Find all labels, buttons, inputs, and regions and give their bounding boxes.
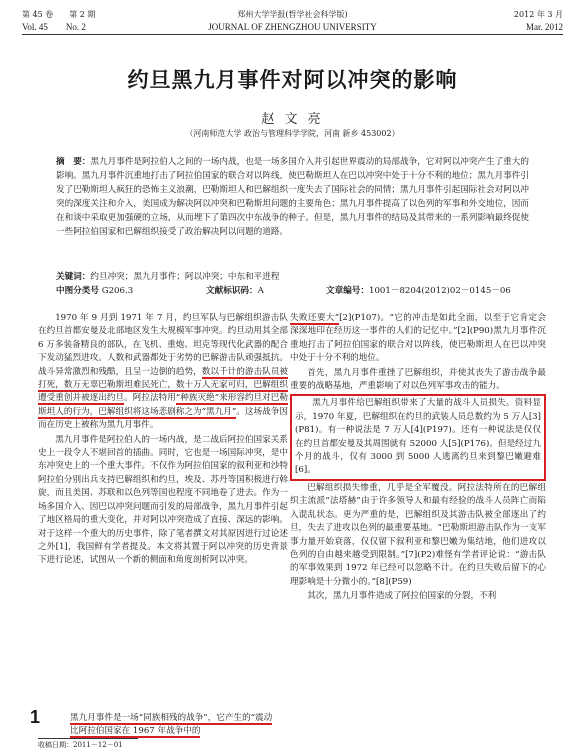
body-paragraph: 首先，黑九月事件重挫了巴解组织，并使其丧失了游击战争最重要的战略基地，严重影响了对以色列军事攻击的能力。 (290, 367, 546, 392)
keywords (56, 271, 529, 284)
section-number: 1 (30, 707, 41, 727)
footnote-rule (38, 738, 138, 739)
author-affiliation: （河南师范大学 政治与管理科学学院，河南 新乡 453002） (185, 129, 400, 138)
body-paragraph: 巴解组织损失惨重，几乎是全军覆没。阿拉法特所在的巴解组织主流派“法塔赫”由于许多领导人和最有经验的战斗人员阵亡而陷入混乱状态。更为严重的是，巴解组织及其游击队被全部逐出了约旦，失去了进攻以色列的最重要基地。“巴勒斯坦游击队作为一支军事力量开始衰落，仅仅留下叙利亚和黎巴嫩为集结地，他们进攻以色列的自由越来越受到限制。”[7](P2)难怪有学者评论说：“游击队的军事效果到 1972 年已经可以忽略不计。在约旦失败后留下的心理影响是十分微小的。”[8](P59) (290, 482, 546, 587)
paragraph-text: 。这场战争因而在历史上被称为黑九月事件。 (38, 406, 288, 431)
highlighted-casualties: 数以千计的游击队员被打死，数万无辜巴勒斯坦难民死亡，数十万人无家可归，巴解组织遭受重创并被逐出约旦 (38, 366, 288, 404)
article-number-value: 1001－8204(2012)02－0145－06 (368, 286, 511, 296)
highlighted-losses-box: 黑九月事件给巴解组织带来了大量的战斗人员损失。资料显示，1970 年夏，巴解组织在约旦的武装人员总数约为 5 万人[3](P81)。有一种说法是 7 万人[4](P197)。还有一种说法是仅仅在约旦首都安曼及其周围就有 52000 人[5](P176)。但是经过九个月的战斗，仅有 3000 到 5000 人逃离约旦来到黎巴嫩避难[6]。 (290, 394, 546, 480)
journal-name-en: JOURNAL OF ZHENGZHOU UNIVERSITY (208, 22, 377, 32)
right-column (290, 312, 546, 605)
doc-code-label: 文献标识码： (206, 286, 258, 296)
body-paragraph: 其次，黑九月事件造成了阿拉伯国家的分裂，不利 (307, 591, 497, 602)
paragraph-text: [2](P107)。“它的冲击是如此全面，以至于它肯定会深深地印在经历这一事件的人们的记忆中。”[2](P90)黑九月事件沉重地打击了阿拉伯国家的联合对以阵线，使巴勒斯坦人在巴以冲突中处于十分不利的地位。 (290, 313, 546, 364)
article-number-label: 文章编号： (326, 286, 369, 296)
body-paragraph: 黑九月事件是阿拉伯人的一场内战，是二战后阿拉伯国家关系史上一段令人不堪回首的插曲。同时，它也是一场国际冲突，是中东冲突史上的一个重大事件。不仅作为阿拉伯国家的叙利亚和沙特阿拉伯分别出兵支持巴解组织和约旦，埃及、苏丹等国积极进行斡旋，而且美国、苏联和以色列等国也程度不同地卷了进去。作为一场多国介入、因巴以冲突问题而引发的局部战争，黑九月事件引起了地区格局的重大变化，并对阿以冲突造成了直接、深远的影响。对于这样一个重大的历史事件，除了笔者撰文对其原因进行过论述之外[1]，我国鲜有学者提及。本文将其置于阿以冲突的历史背景下进行论述，试图从一个新的侧面和角度剖析阿以冲突。 (38, 434, 288, 566)
article-title: 约旦黑九月事件对阿以冲突的影响 (127, 68, 458, 92)
paragraph-text: 。阿拉法特用 (124, 393, 176, 404)
abstract (56, 155, 529, 239)
issue-date-cn: 2012 年 3 月 (513, 10, 563, 19)
paragraph-text: 1970 年 9 月到 1971 年 7 月，约旦军队与巴解组织游击队在约旦首都安曼及北部地区发生大规模军事冲突。约旦动用其全部 6 万多装备精良的部队，在飞机、重炮、坦克等现代化武器的配合下发动猛烈进攻。人数和武器都处于劣势的巴解游击队顽强抵抗。战斗异常激烈和残酷，且呈一边倒的趋势， (38, 313, 288, 377)
body-paragraph (38, 312, 288, 433)
received-date: 收稿日期：2011－12－01 (38, 741, 123, 749)
volume-issue-en: Vol. 45 No. 2 (22, 22, 86, 32)
header-rule (22, 34, 563, 35)
keywords-text: 约旦冲突；黑九月事件；阿以冲突；中东和平进程 (90, 272, 280, 282)
issue-date-en: Mar. 2012 (526, 22, 563, 32)
clc-label: 中图分类号 (56, 286, 99, 296)
classification-line (56, 285, 529, 298)
section-opening (70, 712, 280, 738)
highlighted-shock-quote: 黑九月事件是一场“同族相残的战争”，它产生的“震动比阿拉伯国家在 1967 年战争中的 (70, 713, 273, 736)
journal-name-cn: 郑州大学学报(哲学社会科学版) (237, 10, 348, 19)
doc-code-value: A (257, 286, 264, 296)
clc-value: G206.3 (101, 286, 134, 296)
abstract-text: 黑九月事件是阿拉伯人之间的一场内战，也是一场多国介入并引起世界震动的局部战争，它对阿以冲突产生了重大的影响。黑九月事件沉重地打击了阿拉伯国家的联合对以阵线，使巴勒斯坦人在巴以冲突中处于十分不利的地位；黑九月事件引发了巴勒斯坦人疯狂的恐怖主义浪潮，巴勒斯坦人和巴解组织一度失去了国际社会的同情；黑九月事件引起国际社会对阿以冲突的深度关注和介入，美国成为解决阿以冲突和巴勒斯坦问题的主要角色；黑九月事件提高了以色列的军事和外交地位，因而在和谈中采取更加强硬的立场，从而埋下了第四次中东战争的种子。但是，黑九月事件的结局及其带来的一系列影响最终促使一些阿拉伯国家和巴解组织接受了政治解决阿以问题的道路。 (56, 157, 529, 237)
abstract-label: 摘 要： (56, 157, 91, 167)
highlighted-defeat-quote: 失败还要大” (290, 313, 340, 323)
highlighted-black-september: “种族灭绝”来形容约旦对巴勒斯坦人的行为，巴解组织将这场悲剧称之为“黑九月” (38, 393, 288, 417)
article-author: 赵 文 亮 (261, 112, 324, 127)
volume-issue-cn: 第 45 卷 第 2 期 (22, 10, 96, 19)
keywords-label: 关键词： (56, 272, 91, 282)
left-column (38, 312, 288, 569)
body-paragraph (290, 312, 546, 366)
